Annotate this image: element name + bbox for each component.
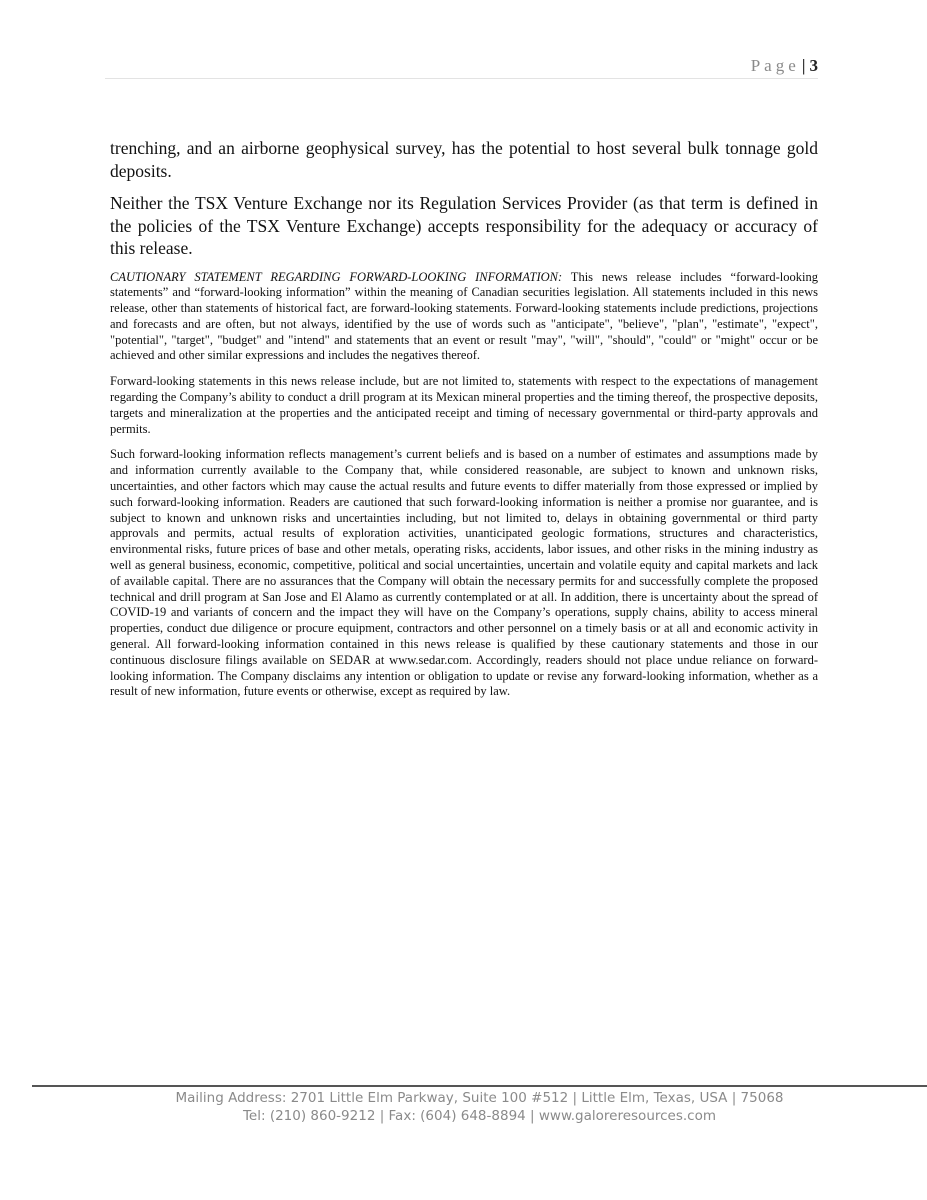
page-number bbox=[751, 56, 818, 76]
document-body bbox=[110, 137, 818, 710]
footer-address: Mailing Address: 2701 Little Elm Parkway, Suite 100 #512 | Little Elm, Texas, USA | 75068 bbox=[175, 1090, 784, 1106]
cautionary-heading: CAUTIONARY STATEMENT REGARDING FORWARD-LOOKING INFORMATION: bbox=[110, 269, 563, 284]
paragraph-forward-looking-risks: Such forward-looking information reflects management’s current beliefs and is based on a number of estimates and assumptions made by and information currently available to the Company that, while considered reasonable, are subject to known and unknown risks, uncertainties, and other factors which may cause the actual results and future events to differ materially from those expressed or implied by such forward-looking information. Readers are cautioned that such forward-looking information is neither a promise nor guarantee, and is subject to known and unknown risks and uncertainties including, but not limited to, delays in obtaining governmental or third party approvals and permits, actual results of exploration activities, unanticipated geologic formations, structures and characteristics, environmental risks, future prices of base and other metals, operating risks, accidents, labor issues, and other risks in the mining industry as well as general business, economic, competitive, political and social uncertainties, uncertain and volatile equity and capital markets and lack of available capital. There are no assurances that the Company will obtain the necessary permits for and successfully complete the proposed technical and drill program at San Jose and El Alamo as currently contemplated or at all. In addition, there is uncertainty about the spread of COVID-19 and variants of concern and the impact they will have on the Company’s operations, supply chains, ability to access mineral properties, conduct due diligence or procure equipment, contractors and other personnel on a timely basis or at all and economic activity in general. All forward-looking information contained in this news release is qualified by these cautionary statements and those in our continuous disclosure filings available on SEDAR at www.sedar.com. Accordingly, readers should not place undue reliance on forward-looking information. The Company disclaims any intention or obligation to update or revise any forward-looking information, whether as a result of new information, future events or otherwise, except as required by law. bbox=[110, 447, 818, 699]
page-label: Page bbox=[750, 56, 800, 75]
footer-contact: Tel: (210) 860-9212 | Fax: (604) 648-8894 | www.galoreresources.com bbox=[242, 1108, 717, 1124]
paragraph-continuation: trenching, and an airborne geophysical survey, has the potential to host several bulk tonnage gold deposits. bbox=[110, 138, 818, 181]
paragraph-forward-looking-scope: Forward-looking statements in this news release include, but are not limited to, statements with respect to the expectations of management regarding the Company’s ability to conduct a drill program at its Mexican mineral properties and the timing thereof, the prospective deposits, targets and mineralization at the properties and the anticipated receipt and timing of necessary governmental or third-party approvals and permits. bbox=[110, 374, 818, 436]
paragraph-tsx-disclaimer: Neither the TSX Venture Exchange nor its Regulation Services Provider (as that term is defined in the policies of the TSX Venture Exchange) accepts responsibility for the adequacy or accuracy of this release. bbox=[110, 193, 818, 258]
page-separator: | bbox=[801, 56, 806, 75]
page-header bbox=[105, 54, 818, 79]
paragraph-cautionary-statement bbox=[110, 270, 818, 365]
cautionary-text: This news release includes “forward-looking statements” and “forward-looking information” within the meaning of Canadian securities legislation. All statements included in this news release, other than statements of historical fact, are forward-looking statements. Forward-looking statements include predictions, projections and forecasts and are often, but not always, identified by the use of words such as "anticipate", "believe", "plan", "estimate", "expect", "potential", "target", "budget" and "intend" and statements that an event or result "may", "will", "should", "could" or "might" occur or be achieved and other similar expressions and includes the negatives thereof. bbox=[110, 269, 818, 363]
page-footer bbox=[32, 1089, 927, 1125]
page-number-value: 3 bbox=[809, 56, 818, 75]
footer-divider bbox=[32, 1085, 927, 1087]
